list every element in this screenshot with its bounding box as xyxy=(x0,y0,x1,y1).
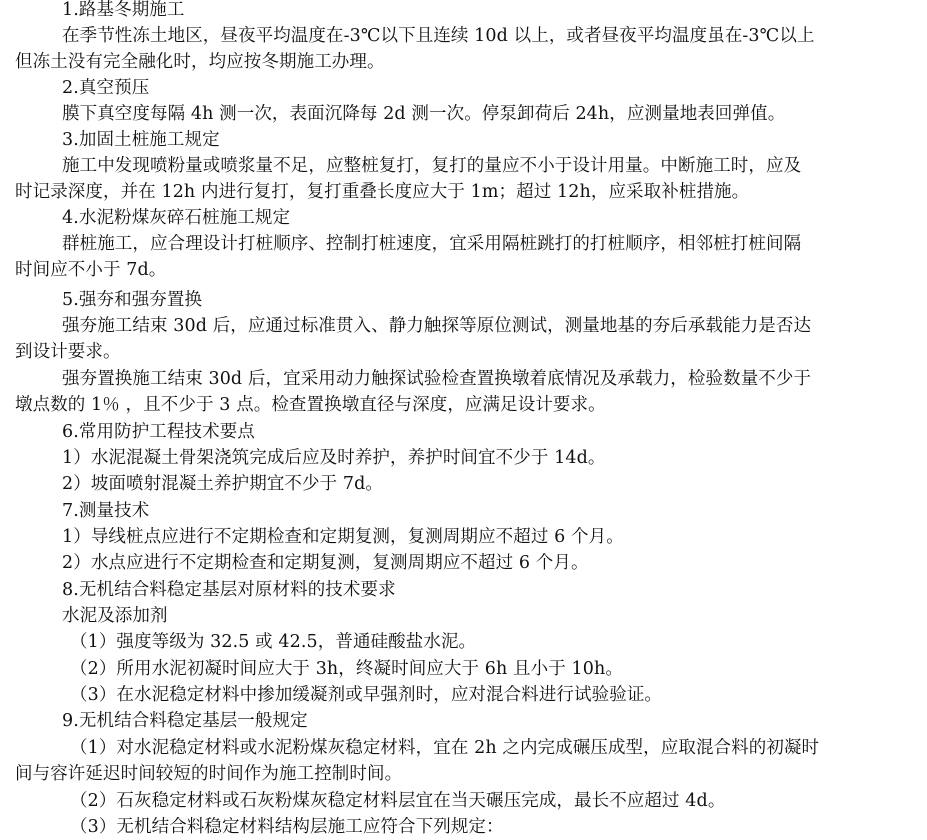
list-item: 2）水点应进行不定期检查和定期复测，复测周期应不超过 6 个月。 xyxy=(62,553,589,573)
list-item: 2）坡面喷射混凝土养护期宜不少于 7d。 xyxy=(62,474,384,494)
paragraph-line: 膜下真空度每隔 4h 测一次，表面沉降每 2d 测一次。停泵卸荷后 24h，应测量地表回弹值。 xyxy=(62,104,786,124)
paragraph-line: 但冻土没有完全融化时，均应按冬期施工办理。 xyxy=(15,52,385,72)
list-item: （3）无机结合料稳定材料结构层施工应符合下列规定： xyxy=(70,817,504,837)
paragraph-line: 时记录深度，并在 12h 内进行复打，复打重叠长度应大于 1m；超过 12h，应采取补桩措施。 xyxy=(15,182,750,202)
section-heading: 9.无机结合料稳定基层一般规定 xyxy=(62,711,308,731)
paragraph-line: 到设计要求。 xyxy=(15,342,121,362)
paragraph-line: 时间应不小于 7d。 xyxy=(15,260,167,280)
section-heading: 2.真空预压 xyxy=(62,78,150,98)
section-heading: 5.强夯和强夯置换 xyxy=(62,290,203,310)
paragraph-line: 墩点数的 1％ ，且不少于 3 点。检查置换墩直径与深度，应满足设计要求。 xyxy=(15,395,606,415)
list-item: （2）所用水泥初凝时间应大于 3h，终凝时间应大于 6h 且小于 10h。 xyxy=(70,659,623,679)
section-heading: 1.路基冬期施工 xyxy=(62,0,185,20)
list-item: （1）对水泥稳定材料或水泥粉煤灰稳定材料，宜在 2h 之内完成碾压成型，应取混合料的初凝时 xyxy=(70,738,820,758)
subheading: 水泥及添加剂 xyxy=(62,606,168,626)
section-heading: 4.水泥粉煤灰碎石桩施工规定 xyxy=(62,208,291,228)
paragraph-line: 强夯施工结束 30d 后，应通过标准贯入、静力触探等原位测试，测量地基的夯后承载能力是否达 xyxy=(62,316,812,336)
paragraph-line: 在季节性冻土地区，昼夜平均温度在-3℃以下且连续 10d 以上，或者昼夜平均温度虽在-3℃以上 xyxy=(62,26,815,46)
section-heading: 7.测量技术 xyxy=(62,501,150,521)
list-item: （3）在水泥稳定材料中掺加缓凝剂或早强剂时，应对混合料进行试验验证。 xyxy=(70,685,663,705)
paragraph-line: 强夯置换施工结束 30d 后，宜采用动力触探试验检查置换墩着底情况及承载力，检验数量不少于 xyxy=(62,369,812,389)
list-item: （1）强度等级为 32.5 或 42.5，普通硅酸盐水泥。 xyxy=(70,632,477,652)
section-heading: 8.无机结合料稳定基层对原材料的技术要求 xyxy=(62,580,396,600)
paragraph-line: 间与容许延迟时间较短的时间作为施工控制时间。 xyxy=(15,764,403,784)
list-item: 1）水泥混凝土骨架浇筑完成后应及时养护，养护时间宜不少于 14d。 xyxy=(62,448,606,468)
paragraph-line: 施工中发现喷粉量或喷浆量不足，应整桩复打，复打的量应不小于设计用量。中断施工时，应及 xyxy=(62,156,802,176)
section-heading: 6.常用防护工程技术要点 xyxy=(62,422,255,442)
list-item: 1）导线桩点应进行不定期检查和定期复测，复测周期应不超过 6 个月。 xyxy=(62,527,624,547)
list-item: （2）石灰稳定材料或石灰粉煤灰稳定材料层宜在当天碾压完成，最长不应超过 4d。 xyxy=(70,791,726,811)
paragraph-line: 群桩施工，应合理设计打桩顺序、控制打桩速度，宜采用隔桩跳打的打桩顺序，相邻桩打桩间隔 xyxy=(62,234,802,254)
section-heading: 3.加固土桩施工规定 xyxy=(62,130,220,150)
